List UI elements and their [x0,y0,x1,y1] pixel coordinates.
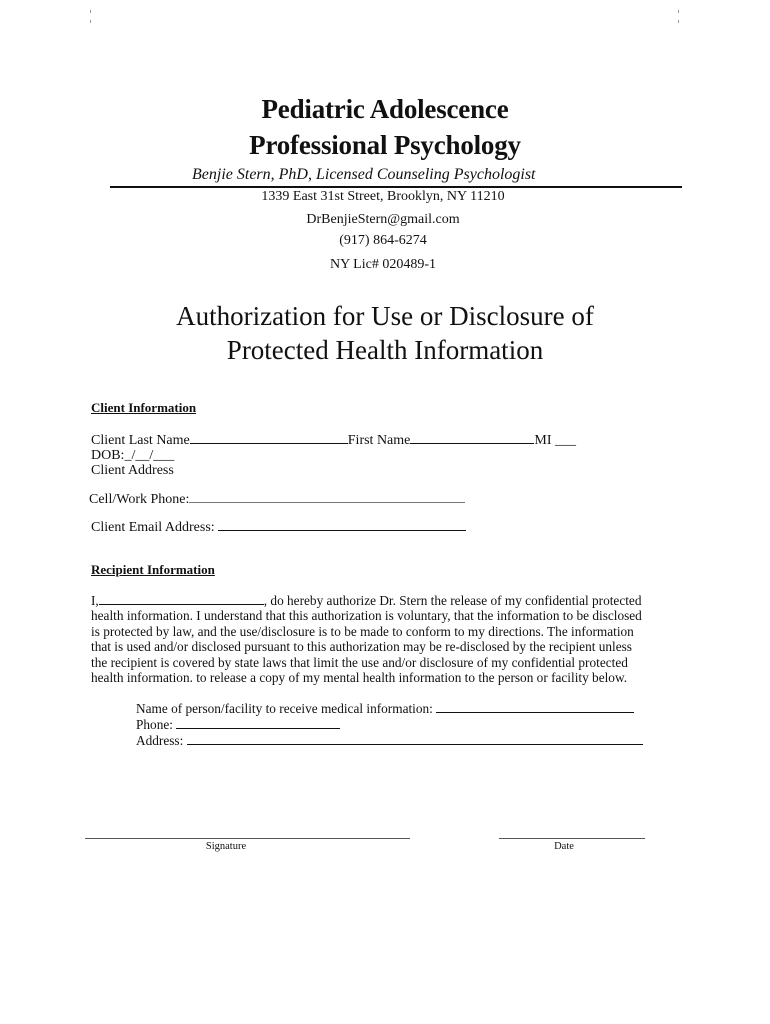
signature-line[interactable] [85,838,410,839]
recipient-phone-row [136,717,340,733]
org-name-line2: Professional Psychology [249,130,521,160]
header-divider [110,186,682,188]
last-name-label: Client Last Name [91,433,190,448]
cell-phone-label: Cell/Work Phone: [89,492,190,507]
corner-mark [90,20,91,23]
form-title-line2: Protected Health Information [226,335,544,365]
client-email-label: Client Email Address: [91,520,215,535]
first-name-label: First Name [347,433,411,448]
i-label: I, [91,593,99,608]
phone-row [89,491,465,508]
form-title-line1: Authorization for Use or Disclosure of [176,301,594,331]
paragraph-line-2: health information. I understand that this authorization is voluntary, that the information to be disclosed [91,608,642,624]
paragraph-line-4: that is used and/or disclosed pursuant to this authorization may be re-disclosed by the recipient unless [91,639,632,655]
cell-phone-field[interactable] [189,491,465,503]
authorization-paragraph [91,593,671,685]
contact-phone: (917) 864-6274 [339,233,427,248]
provider-subtitle: Benjie Stern, PhD, Licensed Counseling Psychologist [192,166,536,183]
date-label: Date [554,841,574,852]
corner-mark [678,20,679,23]
client-info-heading: Client Information [91,400,197,415]
recipient-address-label: Address: [136,733,184,748]
recipient-name-label: Name of person/facility to receive medical information: [136,701,433,716]
office-address: 1339 East 31st Street, Brooklyn, NY 11210 [261,189,505,204]
paragraph-line-3: is protected by law, and the use/disclosure is to be made to conform to my directions. The information [91,623,634,639]
client-address-label: Client Address [91,463,174,478]
signature-label: Signature [205,841,247,852]
recipient-address-row [136,733,643,749]
license-number: NY Lic# 020489-1 [329,257,437,272]
recipient-address-field[interactable] [187,733,643,745]
recipient-info-heading: Recipient Information [91,562,215,577]
authorizer-name-field[interactable] [99,593,264,605]
date-line[interactable] [499,838,645,839]
last-name-field[interactable] [190,432,348,444]
paragraph-line-1: , do hereby authorize Dr. Stern the release of my confidential protected [263,593,642,608]
first-name-field[interactable] [410,432,534,444]
contact-email: DrBenjieStern@gmail.com [306,212,460,227]
client-name-row [91,432,576,449]
recipient-phone-label: Phone: [136,717,173,732]
recipient-name-field[interactable] [436,701,634,713]
email-row [91,519,466,536]
paragraph-line-5: the recipient is covered by state laws that limit the use and/or disclosure of my confidential protected [91,654,628,670]
client-email-field[interactable] [218,519,466,531]
paragraph-line-6: health information. to release a copy of my mental health information to the person or facility below. [91,670,628,686]
corner-mark [678,10,679,13]
recipient-name-row [136,701,634,717]
org-name-line1: Pediatric Adolescence [261,94,509,124]
recipient-phone-field[interactable] [176,717,340,729]
corner-mark [90,10,91,13]
mi-label[interactable]: MI ___ [534,433,576,448]
dob-field[interactable]: DOB:_/__/___ [91,448,175,463]
